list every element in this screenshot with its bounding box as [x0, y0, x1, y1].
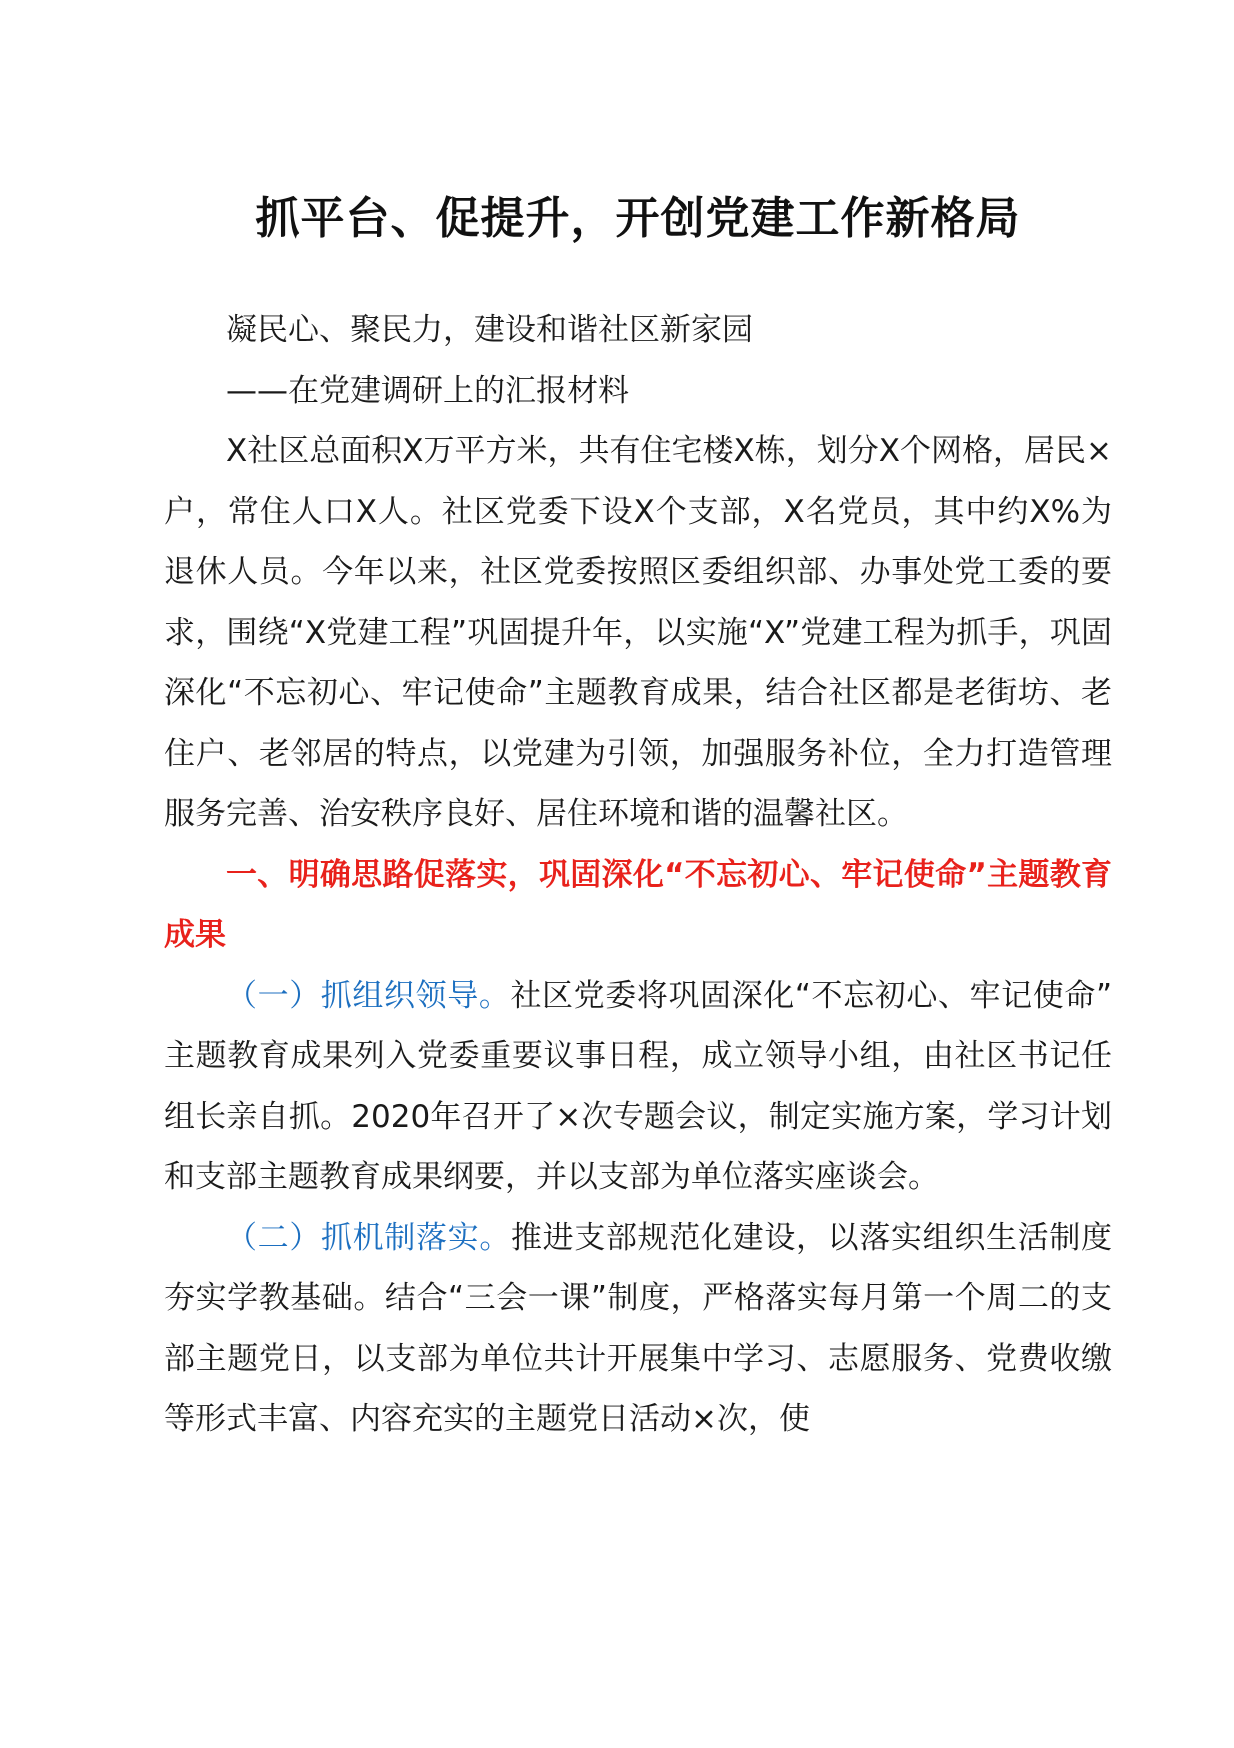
subtitle-report-note: ——在党建调研上的汇报材料 [226, 372, 629, 409]
intro-paragraph: X社区总面积X万平方米，共有住宅楼X栋，划分X个网格，居民×户，常住人口X人。社区党委下设X个支部，X名党员，其中约X%为退休人员。今年以来，社区党委按照区委组织部、办事处党工委的要求，围绕“X党建工程”巩固提升年，以实施“X”党建工程为抓手，巩固深化“不忘初心、牢记使命”主题教育成果，结合社区都是老街坊、老住户、老邻居的特点，以党建为引领，加强服务补位，全力打造管理服务完善、治安秩序良好、居住环境和谐的温馨社区。 [164, 433, 1112, 832]
item-heading-1: （一）抓组织领导。 [226, 977, 511, 1014]
document-title: 抓平台、促提升，开创党建工作新格局 [255, 193, 1021, 244]
section-heading-1: 一、明确思路促落实，巩固深化“不忘初心、牢记使命”主题教育成果 [164, 856, 1112, 953]
subtitle: 凝民心、聚民力，建设和谐社区新家园 [226, 312, 753, 348]
document-page [164, 190, 1112, 1450]
item-text-2: 推进支部规范化建设，以落实组织生活制度夯实学教基础。结合“三会一课”制度，严格落实每月第一个周二的支部主题党日，以支部为单位共计开展集中学习、志愿服务、党费收缴等形式丰富、内容充实的主题党日活动×次，使 [164, 1219, 1112, 1437]
item-text-1: 社区党委将巩固深化“不忘初心、牢记使命”主题教育成果列入党委重要议事日程，成立领导小组，由社区书记任组长亲自抓。2020年召开了×次专题会议，制定实施方案，学习计划和支部主题教育成果纲要，并以支部为单位落实座谈会。 [164, 977, 1113, 1195]
item-heading-2: （二）抓机制落实。 [226, 1219, 511, 1256]
paragraph-item-2 [164, 1208, 1112, 1450]
paragraph-item-1 [164, 966, 1112, 1208]
